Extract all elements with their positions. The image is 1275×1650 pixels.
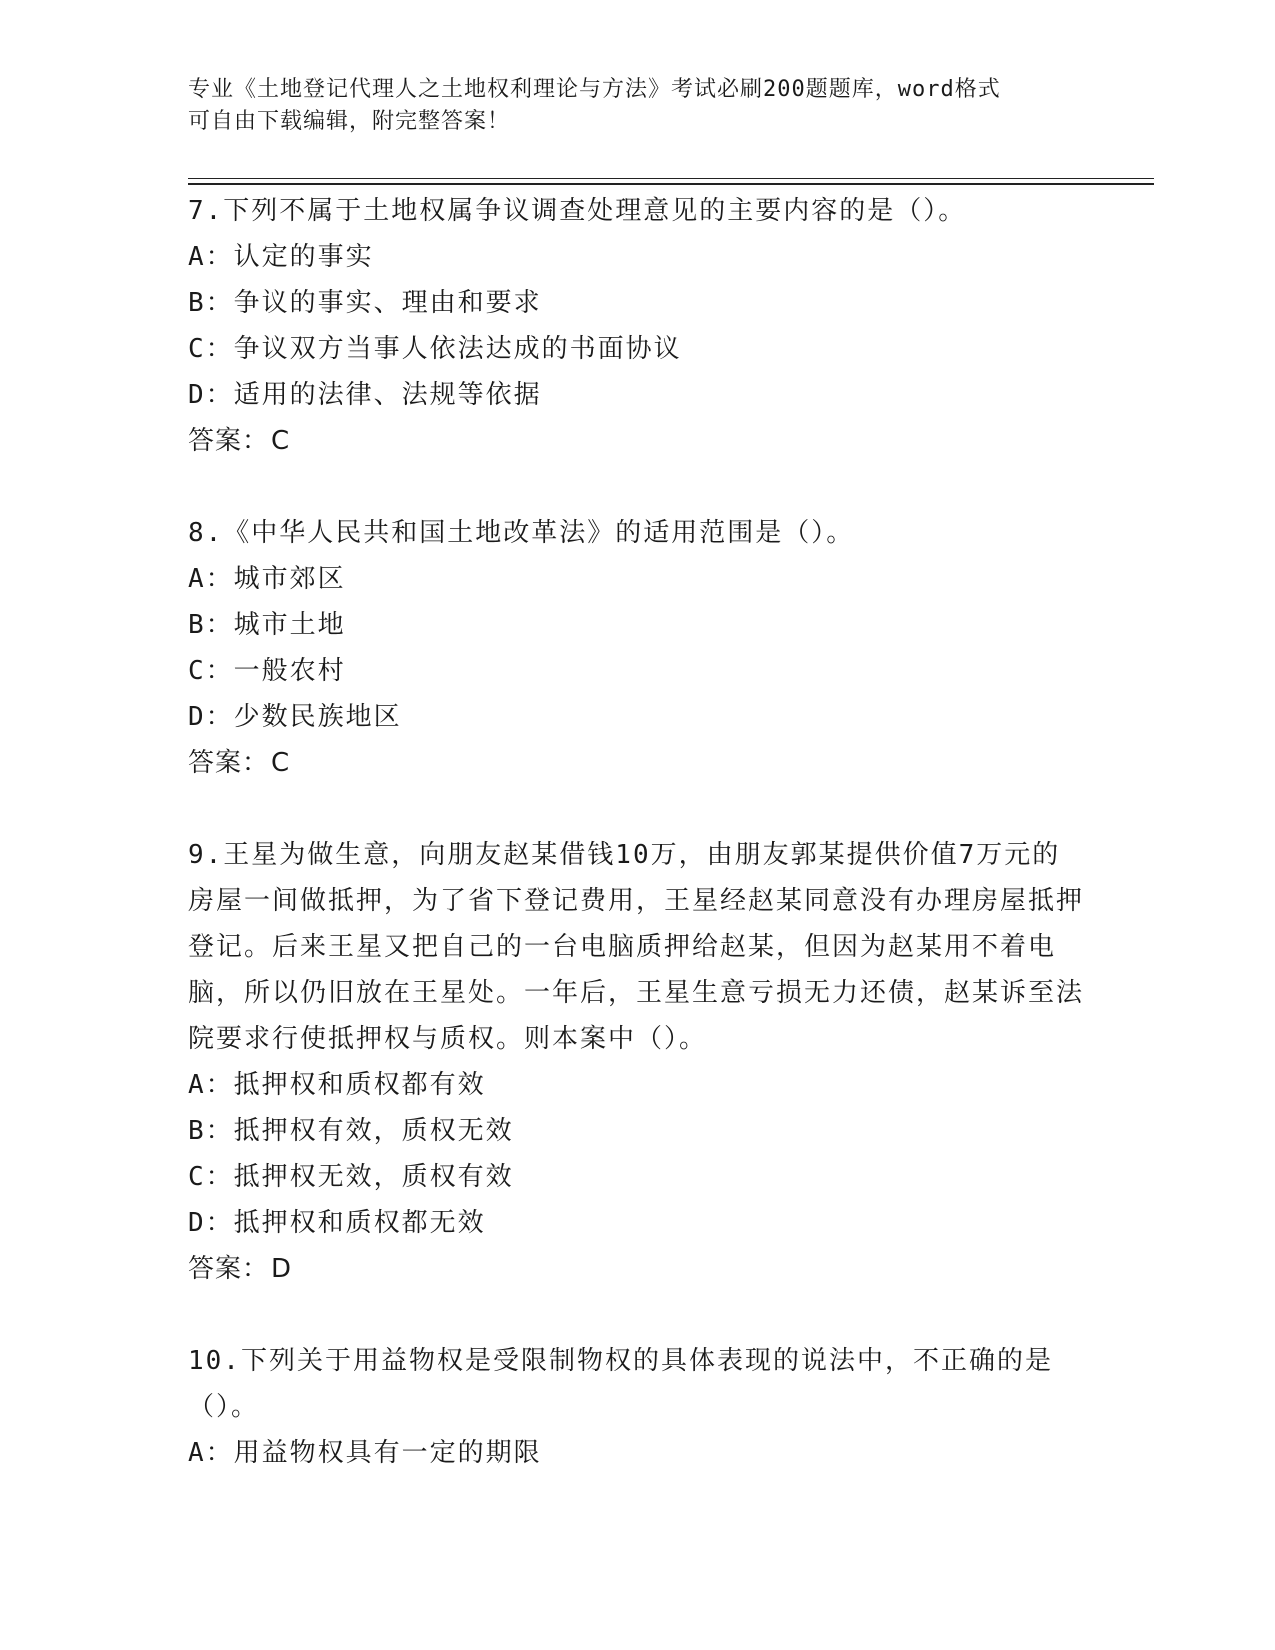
answer-value: D [271, 1254, 293, 1284]
question-stem: 9.王星为做生意，向朋友赵某借钱10万，由朋友郭某提供价值7万元的房屋一间做抵押，为了省下登记费用，王星经赵某同意没有办理房屋抵押登记。后来王星又把自己的一台电脑质押给赵某，但因为赵某用不着电脑，所以仍旧放在王星处。一年后，王星生意亏损无力还债，赵某诉至法院要求行使抵押权与质权。则本案中（）。 [188, 840, 1085, 1054]
answer-label: 答案： [188, 1254, 270, 1284]
option-b: B：城市土地 [188, 610, 346, 640]
question-8 [188, 510, 1088, 786]
option-a: A：认定的事实 [188, 242, 374, 272]
answer-value: C [271, 426, 291, 456]
option-d: D：抵押权和质权都无效 [188, 1208, 486, 1238]
answer-line [188, 418, 1088, 464]
document-header: 专业《土地登记代理人之土地权利理论与方法》考试必刷200题题库，word格式 可自由下载编辑，附完整答案！ [188, 77, 1001, 134]
answer-line [188, 1246, 1088, 1292]
option-a: A：城市郊区 [188, 564, 346, 594]
option-c: C：抵押权无效，质权有效 [188, 1162, 514, 1192]
option-c: C：争议双方当事人依法达成的书面协议 [188, 334, 682, 364]
option-c: C：一般农村 [188, 656, 346, 686]
header-divider-thin [188, 178, 1154, 179]
header-divider-thick [188, 183, 1154, 185]
question-stem: 10.下列关于用益物权是受限制物权的具体表现的说法中，不正确的是（）。 [188, 1346, 1053, 1422]
question-stem: 8.《中华人民共和国土地改革法》的适用范围是（）。 [188, 518, 855, 548]
answer-line [188, 740, 1088, 786]
question-stem: 7.下列不属于土地权属争议调查处理意见的主要内容的是（）。 [188, 196, 967, 226]
answer-value: C [271, 748, 291, 778]
option-a: A：抵押权和质权都有效 [188, 1070, 486, 1100]
question-9 [188, 832, 1088, 1292]
option-b: B：抵押权有效，质权无效 [188, 1116, 514, 1146]
answer-label: 答案： [188, 426, 270, 456]
option-a: A：用益物权具有一定的期限 [188, 1438, 542, 1468]
question-10 [188, 1338, 1088, 1476]
option-d: D：适用的法律、法规等依据 [188, 380, 542, 410]
option-b: B：争议的事实、理由和要求 [188, 288, 542, 318]
answer-label: 答案： [188, 748, 270, 778]
question-list [188, 188, 1088, 1522]
option-d: D：少数民族地区 [188, 702, 402, 732]
question-7 [188, 188, 1088, 464]
